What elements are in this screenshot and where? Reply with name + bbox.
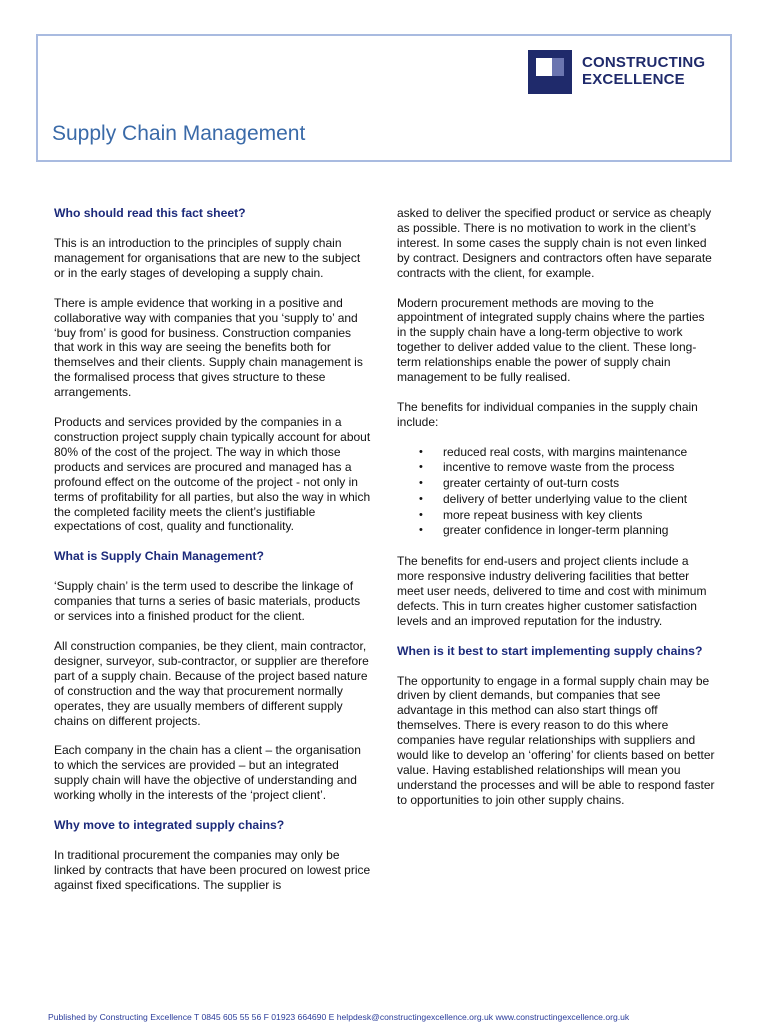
heading-when-to-start: When is it best to start implementing supply chains? <box>397 643 703 658</box>
heading-why-integrated: Why move to integrated supply chains? <box>54 818 285 833</box>
paragraph: This is an introduction to the principles of supply chain management for organisations that are new to the subject or in the early stages of developing a supply chain. <box>54 236 361 280</box>
logo-text <box>582 54 705 88</box>
right-column <box>397 206 715 823</box>
paragraph: Products and services provided by the companies in a construction project supply chain typically account for about 80% of the cost of the project. The way in which those products and services are procured and managed has a profound effect on the outcome of the project - not only in terms of profitability for all parties, but also the way in which the completed facility meets the client’s justifiable expectations of cost, quality and functionality. <box>54 415 371 534</box>
paragraph: ‘Supply chain’ is the term used to describe the linkage of companies that turns a series of basic materials, products or services into a finished product for the client. <box>54 579 361 624</box>
left-column <box>54 206 374 908</box>
list-item: • delivery of better underlying value to the client <box>397 492 715 508</box>
list-item: • greater confidence in longer-term planning <box>397 523 715 539</box>
logo-line-2: EXCELLENCE <box>582 71 685 88</box>
header-box <box>36 34 732 162</box>
heading-what-is-scm: What is Supply Chain Management? <box>54 549 264 564</box>
paragraph: asked to deliver the specified product or service as cheaply as possible. There is no motivation to work in the client’s interest. In some cases the supply chain is not even linked by contract. Designers and contractors often have separate contracts with the client, for example. <box>397 206 712 280</box>
paragraph: The benefits for individual companies in the supply chain include: <box>397 399 698 429</box>
page-title: Supply Chain Management <box>52 122 306 145</box>
paragraph: The benefits for end-users and project clients include a more responsive industry delivering facilities that better meet user needs, delivered to time and cost with minimum defects. This in turn creates higher customer satisfaction levels and an improved reputation for the industry. <box>397 554 707 628</box>
list-item: • more repeat business with key clients <box>397 508 715 524</box>
paragraph: The opportunity to engage in a formal supply chain may be driven by client demands, but companies that see advantage in this method can also start things off themselves. There is every reason to do this where companies have regular relationships with suppliers and would like to develop an ‘offering’ for clients based on better value. Having established relationships will mean you understand the processes and will be able to respond faster to opportunities to join other supply chains. <box>397 673 715 807</box>
benefits-list <box>397 445 715 539</box>
paragraph: Modern procurement methods are moving to the appointment of integrated supply chains where the parties in the supply chain have a long-term objective to work together to deliver added value to the client. These long-term relationships enable the power of supply chain management to be fully realised. <box>397 295 705 385</box>
footer-contact: Published by Constructing Excellence T 0845 605 55 56 F 01923 664690 E helpdesk@constructingexcellence.org.uk www.constructingexcellence.org.uk <box>48 1012 630 1022</box>
heading-who-should-read: Who should read this fact sheet? <box>54 206 246 220</box>
logo-line-1: CONSTRUCTING <box>582 54 706 71</box>
list-item: • reduced real costs, with margins maintenance <box>397 445 715 461</box>
paragraph: There is ample evidence that working in a positive and collaborative way with companies that you ‘supply to’ and ‘buy from’ is good for business. Construction companies that work in this way are seeing the benefits both for themselves and their clients. Supply chain management is the formalised process that gives structure to these arrangements. <box>54 295 363 400</box>
logo-mark-icon <box>528 50 572 94</box>
list-item: • greater certainty of out-turn costs <box>397 476 715 492</box>
constructing-excellence-logo <box>528 50 728 94</box>
paragraph: Each company in the chain has a client – the organisation to which the services are provided – but an integrated supply chain will have the objective of understanding and working wholly in the interests of the ‘project client’. <box>54 743 361 803</box>
paragraph: In traditional procurement the companies may only be linked by contracts that have been procured on lowest price against fixed specifications. The supplier is <box>54 848 371 892</box>
list-item: • incentive to remove waste from the process <box>397 460 715 476</box>
paragraph: All construction companies, be they client, main contractor, designer, surveyor, sub-contractor, or supplier are therefore part of a supply chain. Because of the project based nature of construction and the way that procurement normally operates, they are usually members of different supply chains on different projects. <box>54 639 369 728</box>
